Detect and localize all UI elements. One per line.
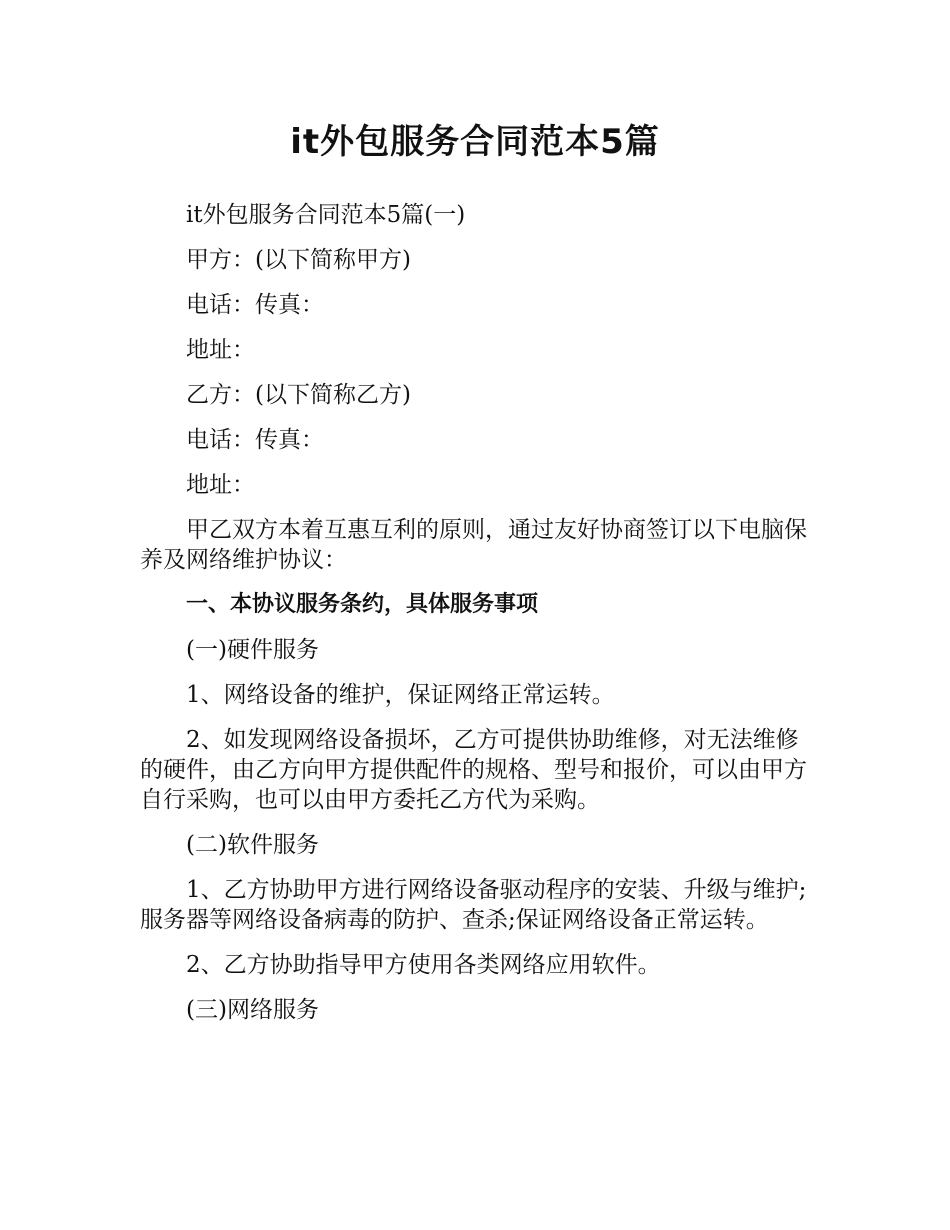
document-body	[140, 200, 812, 1040]
party-b-phone-fax: 电话：传真：	[186, 427, 324, 453]
hardware-item-1: 1、网络设备的维护，保证网络正常运转。	[186, 682, 615, 708]
party-b-address: 地址：	[186, 472, 255, 498]
document-title: it外包服务合同范本5篇	[290, 122, 660, 162]
preamble-paragraph: 甲乙双方本着互惠互利的原则，通过友好协商签订以下电脑保养及网络维护协议：	[140, 517, 807, 573]
party-a-phone-fax: 电话：传真：	[186, 292, 324, 318]
party-a-address: 地址：	[186, 337, 255, 363]
party-b-label: 乙方：(以下简称乙方)	[186, 382, 411, 408]
hardware-item-2: 2、如发现网络设备损坏，乙方可提供协助维修，对无法维修的硬件，由乙方向甲方提供配件的规格、型号和报价，可以由甲方自行采购，也可以由甲方委托乙方代为采购。	[140, 727, 807, 813]
software-item-1: 1、乙方协助甲方进行网络设备驱动程序的安装、升级与维护;服务器等网络设备病毒的防护、查杀;保证网络设备正常运转。	[140, 877, 807, 933]
section-heading: it外包服务合同范本5篇(一)	[186, 202, 466, 228]
subsection-hardware: (一)硬件服务	[186, 637, 319, 663]
software-item-2: 2、乙方协助指导甲方使用各类网络应用软件。	[186, 952, 661, 978]
subsection-software: (二)软件服务	[186, 832, 319, 858]
party-a-label: 甲方：(以下简称甲方)	[186, 247, 411, 273]
clause-heading: 一、本协议服务条约，具体服务事项	[186, 592, 539, 617]
subsection-network: (三)网络服务	[186, 997, 319, 1023]
